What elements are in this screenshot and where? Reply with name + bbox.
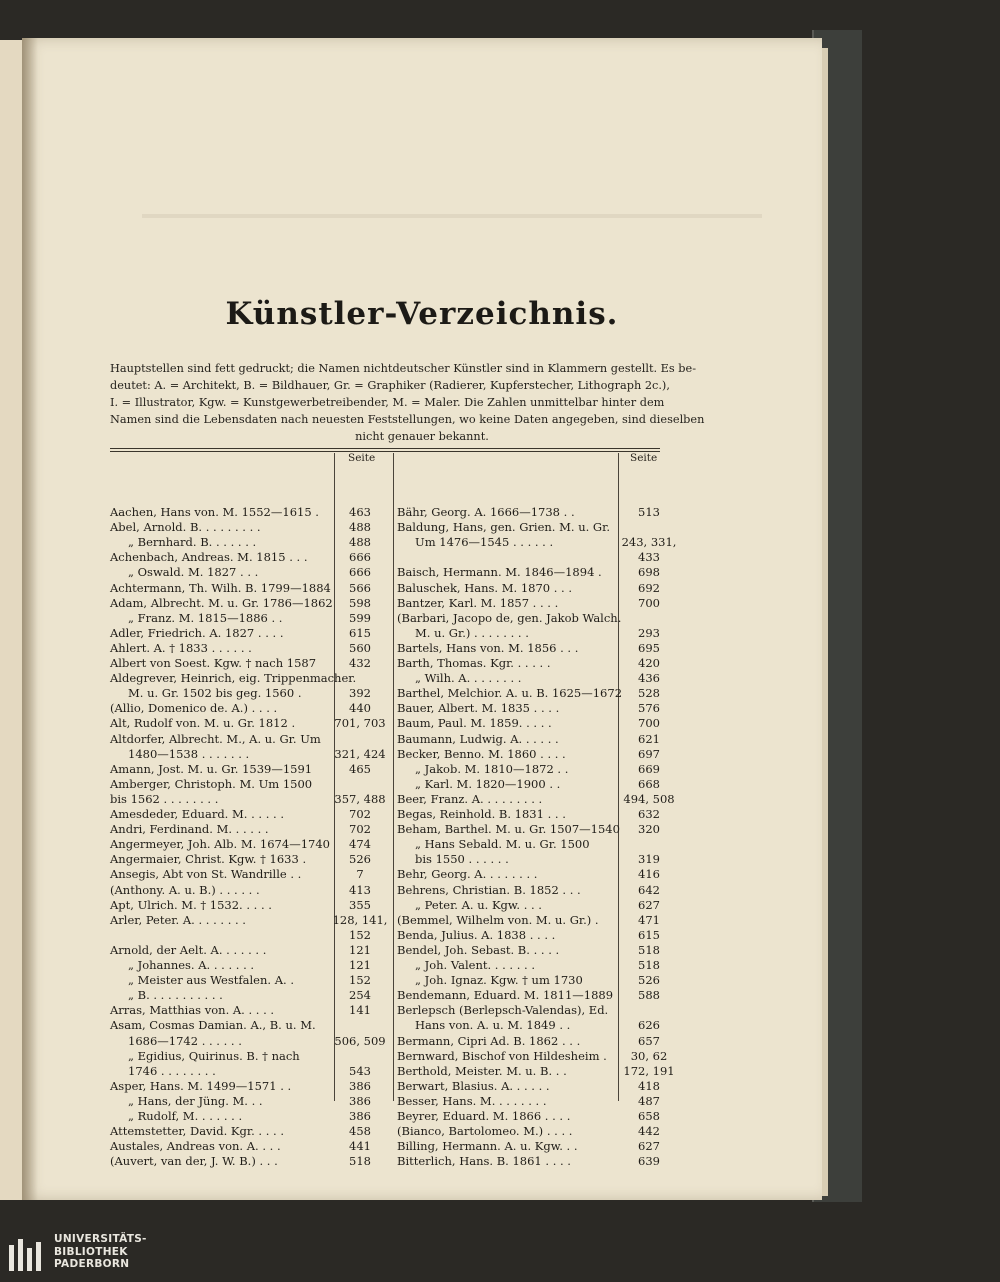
index-entry — [397, 1063, 675, 1079]
entry-page: 128, 141, — [332, 912, 388, 927]
entry-name: Behr, Georg. A. . . . . . . . — [397, 867, 538, 882]
entry-page: 432 — [349, 656, 371, 670]
entry-page: 692 — [638, 580, 660, 595]
entry-page: 392 — [349, 686, 371, 701]
index-entry — [110, 792, 392, 807]
entry-name: M. u. Gr.) . . . . . . . . — [415, 625, 529, 640]
entry-name: „ Egidius, Quirinus. B. † nach — [128, 1048, 300, 1063]
index-entry — [397, 1094, 660, 1109]
column-rule — [393, 453, 394, 1101]
entry-page: 321, 424 — [334, 746, 386, 761]
index-entry — [397, 535, 677, 550]
entry-page: 458 — [349, 1124, 371, 1139]
entry-page: 471 — [638, 912, 660, 927]
index-entry — [397, 973, 660, 988]
entry-page: 141 — [349, 1003, 371, 1018]
index-entry — [110, 973, 392, 988]
entry-name: Bendemann, Eduard. M. 1811—1889 — [397, 988, 614, 1003]
entry-page: 488 — [349, 520, 371, 535]
index-entry — [110, 701, 392, 716]
entry-name: Begas, Reinhold. B. 1831 . . . — [397, 807, 566, 821]
index-entry — [110, 505, 392, 520]
entry-page: 386 — [349, 1093, 371, 1108]
index-entry — [110, 671, 392, 686]
index-entry — [110, 1003, 392, 1018]
entry-page: 639 — [638, 1154, 660, 1169]
index-entry — [110, 958, 392, 973]
entry-page: 440 — [349, 701, 371, 716]
entry-page: 357, 488 — [334, 791, 386, 806]
entry-name: „ Joh. Valent. . . . . . . — [415, 958, 536, 972]
entry-name: Barth, Thomas. Kgr. . . . . . — [397, 656, 551, 670]
entry-page: 7 — [356, 867, 364, 882]
entry-name: Altdorfer, Albrecht. M., A. u. Gr. Um — [110, 731, 321, 746]
index-entry — [110, 1124, 392, 1139]
index-entry — [110, 943, 392, 958]
entry-page: 566 — [349, 580, 371, 595]
index-entry — [397, 716, 660, 731]
entry-page: 642 — [638, 882, 660, 897]
entry-name: M. u. Gr. 1502 bis geg. 1560 . — [128, 686, 302, 701]
entry-page: 319 — [638, 852, 660, 867]
index-entry — [397, 747, 660, 762]
index-entry — [397, 822, 660, 837]
entry-name: Andri, Ferdinand. M. . . . . . — [110, 822, 269, 837]
entry-name: Becker, Benno. M. 1860 . . . . — [397, 746, 566, 761]
entry-name: Amberger, Christoph. M. Um 1500 — [110, 776, 313, 791]
table-rule — [110, 451, 660, 452]
entry-page: 695 — [638, 640, 660, 655]
index-entry — [110, 1064, 392, 1079]
entry-page: 436 — [638, 671, 660, 686]
index-entry — [110, 596, 392, 611]
entry-page: 243, 331, — [621, 535, 677, 550]
entry-page: 494, 508 — [623, 791, 675, 806]
entry-page: 518 — [349, 1154, 371, 1169]
entry-name: 1746 . . . . . . . . — [128, 1063, 216, 1078]
entry-name: Adam, Albrecht. M. u. Gr. 1786—1862 — [110, 595, 333, 610]
entry-name: Arnold, der Aelt. A. . . . . . . — [110, 942, 267, 957]
index-entry — [397, 913, 660, 928]
logo-line: UNIVERSITÄTS- — [54, 1233, 147, 1245]
index-entry — [397, 686, 660, 701]
page-stack-edge — [822, 48, 828, 1196]
entry-page: 518 — [638, 958, 660, 972]
index-entry — [397, 867, 660, 882]
entry-name: (Bianco, Bartolomeo. M.) . . . . — [397, 1124, 573, 1139]
entry-name: bis 1562 . . . . . . . . — [110, 791, 219, 806]
entry-name: Beyrer, Eduard. M. 1866 . . . . — [397, 1109, 571, 1123]
index-entry — [110, 581, 392, 596]
entry-name: Besser, Hans. M. . . . . . . . — [397, 1093, 547, 1108]
intro-line: Namen sind die Lebensdaten nach neuesten Feststellungen, wo keine Daten angegeben, sind dieselben — [110, 413, 705, 426]
index-entry — [110, 565, 392, 580]
index-entry — [397, 791, 675, 807]
entry-page: 487 — [638, 1093, 660, 1108]
library-logo-text — [54, 1233, 147, 1271]
entry-page: 528 — [638, 686, 660, 701]
entry-name: (Barbari, Jacopo de, gen. Jakob Walch. — [397, 610, 622, 625]
index-entry — [397, 837, 660, 852]
index-entry — [110, 716, 392, 731]
entry-page: 632 — [638, 807, 660, 821]
index-entry — [110, 883, 392, 898]
intro-paragraph — [110, 360, 734, 445]
entry-name: Aldegrever, Heinrich, eig. Trippenmacher. — [110, 671, 357, 686]
entry-page: 668 — [638, 776, 660, 791]
index-entry — [397, 641, 660, 656]
index-entry — [397, 1034, 660, 1049]
entry-page: 657 — [638, 1033, 660, 1048]
seite-header-right: Seite — [630, 452, 658, 464]
entry-page: 121 — [349, 958, 371, 972]
index-table — [110, 448, 677, 1169]
entry-page: 615 — [349, 625, 371, 640]
entry-name: Bantzer, Karl. M. 1857 . . . . — [397, 595, 559, 610]
index-entry — [397, 520, 660, 535]
index-entry — [110, 732, 392, 747]
index-entry — [110, 535, 392, 550]
entry-page: 615 — [638, 927, 660, 942]
entry-page: 152 — [349, 927, 371, 942]
entry-name: Adler, Friedrich. A. 1827 . . . . — [110, 625, 284, 640]
entry-name: Arras, Matthias von. A. . . . . — [110, 1003, 275, 1018]
document-page — [22, 38, 822, 1200]
logo-line: BIBLIOTHEK — [54, 1245, 128, 1258]
entry-page: 386 — [349, 1109, 371, 1123]
entry-page: 627 — [638, 897, 660, 912]
entry-page: 152 — [349, 973, 371, 988]
entry-name: Baumann, Ludwig. A. . . . . . — [397, 731, 559, 746]
page-title: Künstler-Verzeichnis. — [225, 296, 619, 332]
entry-name: Bähr, Georg. A. 1666—1738 . . — [397, 505, 575, 519]
show-through — [142, 214, 762, 218]
index-entry — [110, 1154, 392, 1169]
entry-page: 488 — [349, 535, 371, 550]
gutter-shadow — [22, 38, 38, 1200]
entry-page: 626 — [638, 1018, 660, 1033]
entry-page: 627 — [638, 1139, 660, 1154]
index-entry — [397, 928, 660, 943]
index-entry — [397, 596, 660, 611]
index-entry — [397, 777, 660, 792]
entry-name: Alt, Rudolf von. M. u. Gr. 1812 . — [110, 716, 296, 731]
entry-page: 433 — [638, 550, 660, 565]
entry-name: „ Hans, der Jüng. M. . . — [128, 1093, 263, 1108]
entry-page: 621 — [638, 731, 660, 746]
entry-page: 698 — [638, 565, 660, 580]
index-entry — [110, 747, 392, 762]
index-entry — [397, 581, 660, 596]
index-entry — [110, 1109, 392, 1124]
index-entry — [110, 611, 392, 626]
logo-line: PADERBORN — [54, 1258, 130, 1270]
index-entry — [397, 958, 660, 973]
entry-name: Ansegis, Abt von St. Wandrille . . — [110, 867, 302, 882]
entry-page: 254 — [349, 988, 371, 1003]
entry-page: 416 — [638, 867, 660, 882]
entry-page: 702 — [349, 822, 371, 837]
entry-page: 293 — [638, 625, 660, 640]
entry-name: Amesdeder, Eduard. M. . . . . . — [110, 807, 284, 821]
index-entry — [397, 671, 660, 686]
entry-name: Baum, Paul. M. 1859. . . . . — [397, 716, 552, 731]
index-entry — [110, 867, 392, 882]
index-entry — [110, 626, 392, 641]
entry-page: 465 — [349, 761, 371, 776]
entry-page: 442 — [638, 1124, 660, 1139]
entry-page: 418 — [638, 1078, 660, 1093]
entry-name: „ Meister aus Westfalen. A. . — [128, 973, 294, 988]
seite-header-left: Seite — [348, 452, 376, 464]
index-entry — [397, 626, 660, 641]
entry-name: Um 1476—1545 . . . . . . — [415, 535, 554, 550]
entry-name: (Anthony. A. u. B.) . . . . . . — [110, 882, 260, 897]
index-entry — [110, 1034, 392, 1049]
index-entry — [110, 1049, 392, 1064]
entry-page: 700 — [638, 595, 660, 610]
entry-name: Bartels, Hans von. M. 1856 . . . — [397, 640, 579, 655]
index-entry — [397, 1139, 660, 1154]
entry-name: Austales, Andreas von. A. . . . — [110, 1139, 281, 1154]
entry-name: „ Hans Sebald. M. u. Gr. 1500 — [415, 837, 590, 852]
index-entry — [110, 1018, 392, 1033]
entry-name: Achtermann, Th. Wilh. B. 1799—1884 — [110, 580, 331, 595]
entry-name: Achenbach, Andreas. M. 1815 . . . — [110, 550, 308, 565]
intro-line: deutet: A. = Architekt, B. = Bildhauer, Gr. = Graphiker (Radierer, Kupferstecher, Lithograph 2c.), — [110, 379, 670, 392]
index-entry — [110, 641, 392, 656]
entry-page: 598 — [349, 595, 371, 610]
entry-name: Baisch, Hermann. M. 1846—1894 . — [397, 565, 602, 580]
entry-name: Billing, Hermann. A. u. Kgw. . . — [397, 1139, 578, 1154]
entry-page: 702 — [349, 807, 371, 821]
entry-page: 413 — [349, 882, 371, 897]
entry-page: 30, 62 — [630, 1048, 668, 1063]
entry-name: „ Peter. A. u. Kgw. . . . — [415, 897, 542, 912]
library-logo — [8, 1232, 158, 1276]
index-entry — [397, 852, 660, 867]
entry-name: (Auvert, van der, J. W. B.) . . . — [110, 1154, 278, 1169]
index-entry — [397, 565, 660, 580]
entry-page: 543 — [349, 1063, 371, 1078]
entry-page: 526 — [349, 852, 371, 867]
entry-name: 1480—1538 . . . . . . . — [128, 746, 250, 761]
entry-page: 658 — [638, 1109, 660, 1123]
index-entry — [110, 928, 392, 943]
entry-name: „ Franz. M. 1815—1886 . . — [128, 610, 283, 625]
index-entry — [397, 898, 660, 913]
intro-line: I. = Illustrator, Kgw. = Kunstgewerbetreibender, M. = Maler. Die Zahlen unmittelbar hinter dem — [110, 396, 665, 409]
entry-name: Bitterlich, Hans. B. 1861 . . . . — [397, 1154, 571, 1169]
entry-page: 700 — [638, 716, 660, 731]
entry-name: Bendel, Joh. Sebast. B. . . . . — [397, 942, 560, 957]
entry-page: 666 — [349, 550, 371, 565]
entry-page: 526 — [638, 973, 660, 988]
index-entry — [110, 837, 392, 852]
index-entry — [397, 762, 660, 777]
entry-name: „ Rudolf, M. . . . . . . — [128, 1109, 243, 1123]
index-entry — [110, 913, 392, 928]
entry-name: (Bemmel, Wilhelm von. M. u. Gr.) . — [397, 912, 599, 927]
entry-name: Baldung, Hans, gen. Grien. M. u. Gr. — [397, 520, 610, 535]
entry-page: 441 — [349, 1139, 371, 1154]
index-entry — [397, 1109, 660, 1124]
entry-page: 420 — [638, 656, 660, 670]
entry-name: 1686—1742 . . . . . . — [128, 1033, 242, 1048]
left-page-edge — [0, 40, 23, 1200]
entry-page: 355 — [349, 897, 371, 912]
entry-name: Arler, Peter. A. . . . . . . . — [110, 912, 246, 927]
entry-name: Aachen, Hans von. M. 1552—1615 . — [110, 505, 319, 519]
index-entry — [397, 1048, 668, 1064]
entry-page: 669 — [638, 761, 660, 776]
entry-name: „ Johannes. A. . . . . . . — [128, 958, 255, 972]
entry-name: Beer, Franz. A. . . . . . . . . — [397, 791, 543, 806]
entry-page: 506, 509 — [334, 1033, 386, 1048]
index-entry — [397, 1079, 660, 1094]
index-entry — [397, 807, 660, 822]
intro-line: Hauptstellen sind fett gedruckt; die Namen nichtdeutscher Künstler sind in Klammern gestellt. Es be- — [110, 362, 697, 375]
entry-name: Ahlert. A. † 1833 . . . . . . — [110, 640, 252, 655]
entry-name: Attemstetter, David. Kgr. . . . . — [110, 1124, 284, 1139]
entry-name: „ Joh. Ignaz. Kgw. † um 1730 — [415, 973, 583, 988]
entry-name: Bernward, Bischof von Hildesheim . — [397, 1048, 607, 1063]
intro-line: nicht genauer bekannt. — [355, 430, 489, 443]
entry-name: Baluschek, Hans. M. 1870 . . . — [397, 580, 573, 595]
index-entry — [397, 1018, 660, 1033]
entry-page: 518 — [638, 942, 660, 957]
index-entry — [110, 852, 392, 867]
index-entry — [110, 822, 392, 837]
entry-name: Berwart, Blasius. A. . . . . . — [397, 1078, 550, 1093]
entry-page: 121 — [349, 942, 371, 957]
entry-name: „ Karl. M. 1820—1900 . . — [415, 776, 561, 791]
index-entry — [110, 807, 392, 822]
entry-name: (Allio, Domenico de. A.) . . . . — [110, 701, 278, 716]
index-entry — [397, 505, 660, 520]
entry-page: 172, 191 — [623, 1063, 675, 1078]
entry-page: 560 — [349, 640, 371, 655]
index-entry — [397, 732, 660, 747]
index-entry — [397, 1154, 660, 1169]
entry-name: Berthold, Meister. M. u. B. . . — [397, 1063, 567, 1078]
index-entry — [397, 550, 660, 565]
index-entry — [397, 1124, 660, 1139]
entry-page: 474 — [349, 837, 371, 852]
index-entry — [110, 762, 392, 777]
entry-page: 513 — [638, 505, 660, 519]
index-entry — [397, 701, 660, 716]
entry-name: bis 1550 . . . . . . — [415, 852, 509, 867]
entry-name: Bermann, Cipri Ad. B. 1862 . . . — [397, 1033, 581, 1048]
index-entry — [397, 883, 660, 898]
entry-name: „ Oswald. M. 1827 . . . — [128, 565, 259, 580]
entry-page: 576 — [638, 701, 660, 716]
entry-name: Berlepsch (Berlepsch-Valendas), Ed. — [397, 1003, 609, 1018]
entry-page: 588 — [638, 988, 660, 1003]
index-entry — [110, 1094, 392, 1109]
entry-name: Albert von Soest. Kgw. † nach 1587 — [110, 656, 317, 670]
entry-name: Abel, Arnold. B. . . . . . . . . — [110, 520, 261, 535]
index-entry — [110, 686, 392, 701]
entry-name: Amann, Jost. M. u. Gr. 1539—1591 — [110, 761, 313, 776]
index-entry — [110, 898, 392, 913]
entry-name: „ B. . . . . . . . . . . — [128, 988, 223, 1003]
entry-name: Angermeyer, Joh. Alb. M. 1674—1740 — [110, 837, 330, 852]
entry-name: „ Bernhard. B. . . . . . . — [128, 535, 257, 550]
entry-page: 386 — [349, 1078, 371, 1093]
index-entry — [110, 777, 392, 792]
entry-name: Apt, Ulrich. M. † 1532. . . . . — [110, 897, 272, 912]
entry-name: Asper, Hans. M. 1499—1571 . . — [110, 1078, 292, 1093]
entry-page: 463 — [349, 505, 371, 519]
index-entry — [110, 550, 392, 565]
library-logo-icon — [8, 1236, 44, 1272]
index-entry — [110, 988, 392, 1003]
entry-name: Benda, Julius. A. 1838 . . . . — [397, 927, 556, 942]
index-entry — [110, 1139, 392, 1154]
index-entry — [397, 988, 660, 1003]
entry-name: „ Jakob. M. 1810—1872 . . — [415, 761, 569, 776]
index-entry — [110, 520, 392, 535]
index-entry — [397, 1003, 660, 1018]
entry-name: Angermaier, Christ. Kgw. † 1633 . — [110, 852, 307, 867]
table-rule — [110, 448, 660, 449]
entry-page: 599 — [349, 610, 371, 625]
entry-name: Hans von. A. u. M. 1849 . . — [415, 1018, 571, 1033]
entry-page: 320 — [638, 822, 660, 837]
entry-name: Behrens, Christian. B. 1852 . . . — [397, 882, 581, 897]
entry-name: Asam, Cosmas Damian. A., B. u. M. — [110, 1018, 316, 1033]
entry-page: 701, 703 — [334, 716, 386, 731]
entry-name: Bauer, Albert. M. 1835 . . . . — [397, 701, 560, 716]
index-entry — [397, 611, 660, 626]
entry-name: Beham, Barthel. M. u. Gr. 1507—1540 — [397, 822, 620, 837]
index-entry — [110, 1079, 392, 1094]
index-entry — [397, 656, 660, 671]
index-entry — [397, 943, 660, 958]
entry-page: 697 — [638, 746, 660, 761]
index-entry — [110, 656, 392, 671]
entry-name: „ Wilh. A. . . . . . . . — [415, 671, 522, 686]
entry-page: 666 — [349, 565, 371, 580]
entry-name: Barthel, Melchior. A. u. B. 1625—1672 — [397, 686, 623, 701]
